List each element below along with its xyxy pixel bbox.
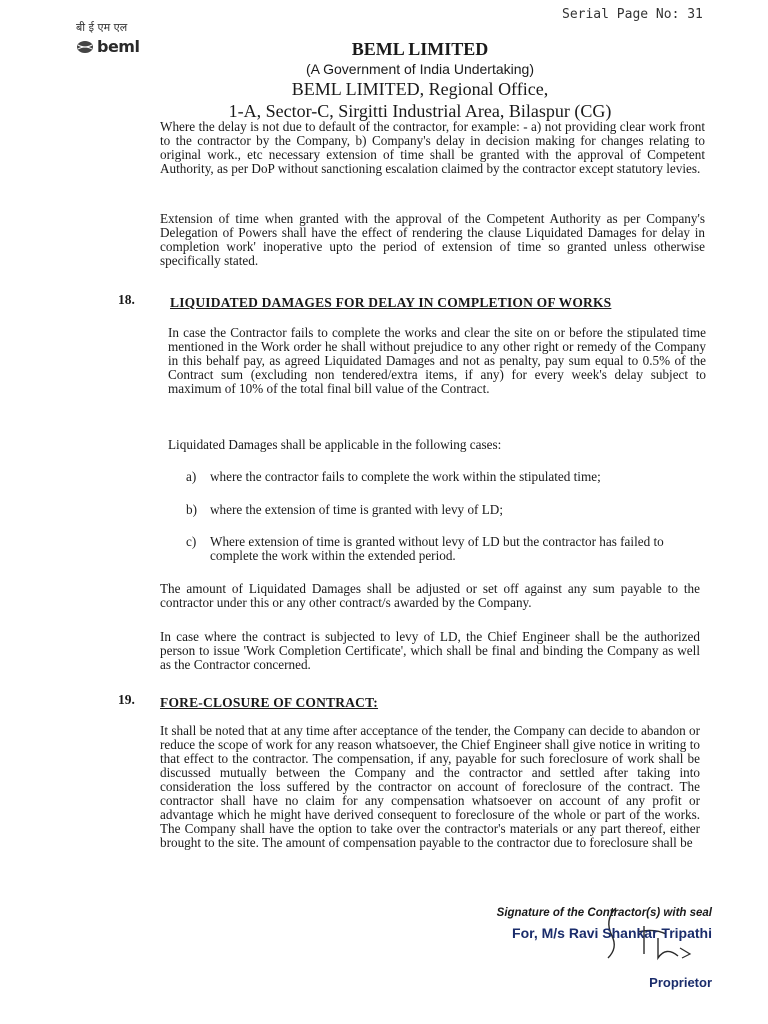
contractor-firm: For, M/s Ravi Shankar Tripathi [512, 925, 712, 941]
delay-text: Where the delay is not due to default of the contractor, for example: - a) not providing clear work front to the contractor by the Company, b) Company's delay in decision making for changes relating to original work., etc necessary extension of time shall be granted with the approval of Competent Authority, as per DoP without sanctioning escalation claimed by the contractor except statutory levies. [160, 119, 705, 176]
list-item-text: where the contractor fails to complete the work within the stipulated time; [210, 469, 601, 484]
amount-paragraph [160, 582, 700, 610]
list-item-text: Where extension of time is granted without levy of LD but the contractor has failed to complete the work within the extended period. [210, 534, 664, 563]
section-18-intro-text: Liquidated Damages shall be applicable in the following cases: [168, 437, 502, 452]
levy-paragraph [160, 630, 700, 672]
section-19-number: 19. [118, 692, 135, 707]
logo-wordmark: beml [97, 37, 140, 56]
section-18-text: In case the Contractor fails to complete the works and clear the site on or before the stipulated time mentioned in the Work order he shall without prejudice to any other right or remedy of the Company in this behalf pay, as agreed Liquidated Damages and not as penalty, pay sum equal to 0.5% of the Contract sum (excluding non tendered/extra items, if any) for every week's delay subject to maximum of 10% of the total final bill value of the Contract. [168, 325, 706, 396]
section-19-text: It shall be noted that at any time after acceptance of the tender, the Company can decide to abandon or reduce the scope of work for any reason whatsoever, the Chief Engineer shall give notice in writing to that effect to the contractor. The compensation, if any, payable for such foreclosure of work shall be discussed mutually between the Company and the contractor and settled after taking into consideration the loss suffered by the contractor on account of foreclosure of the contract. The contractor shall have no claim for any compensation whatsoever on account of any profit or advantage which he might have derived consequent to foreclosure of the whole or part of the works. The Company shall have the option to take over the contractor's materials or any part thereof, either brought to the site. The amount of compensation payable to the contractor due to foreclosure shall be [160, 723, 700, 850]
section-19-title: FORE-CLOSURE OF CONTRACT: [160, 695, 379, 710]
serial-page-number: Serial Page No: 31 [562, 7, 703, 22]
list-item-text: where the extension of time is granted with levy of LD; [210, 502, 503, 517]
government-undertaking: (A Government of India Undertaking) [305, 61, 534, 77]
list-item [186, 470, 706, 484]
office-address: 1-A, Sector-C, Sirgitti Industrial Area, Bilaspur (CG) [228, 101, 612, 121]
list-item-label: a) [186, 469, 197, 484]
logo-hindi-text: बी ई एम एल [76, 21, 128, 34]
list-item-label: c) [186, 534, 197, 549]
amount-text: The amount of Liquidated Damages shall be adjusted or set off against any sum payable to the contractor under this or any other contract/s awarded by the Company. [160, 581, 700, 610]
letterhead [130, 38, 710, 122]
list-item [186, 535, 706, 563]
extension-paragraph [160, 212, 705, 268]
globe-icon [76, 40, 94, 54]
section-18-number: 18. [118, 292, 135, 307]
extension-text: Extension of time when granted with the approval of the Competent Authority as per Company's Delegation of Powers shall have the effect of rendering the clause Liquidated Damages for delay in completion work' inoperative upto the period of extension of time so granted unless otherwise specifically stated. [160, 211, 705, 268]
section-18-paragraph [168, 326, 706, 396]
section-19-paragraph [160, 724, 700, 850]
levy-text: In case where the contract is subjected to levy of LD, the Chief Engineer shall be the authorized person to issue 'Work Completion Certificate', which shall be final and binding the Company as well as the Contractor concerned. [160, 629, 700, 672]
company-name: BEML LIMITED [351, 39, 489, 59]
signature-caption: Signature of the Contractor(s) with seal [496, 907, 712, 919]
contractor-title: Proprietor [649, 975, 712, 990]
section-18-title: LIQUIDATED DAMAGES FOR DELAY IN COMPLETION OF WORKS [170, 295, 612, 310]
signature-block [442, 907, 712, 990]
section-18-intro [168, 438, 706, 452]
list-item [186, 503, 706, 517]
delay-paragraph [160, 120, 705, 176]
regional-office: BEML LIMITED, Regional Office, [291, 79, 549, 99]
list-item-label: b) [186, 502, 197, 517]
